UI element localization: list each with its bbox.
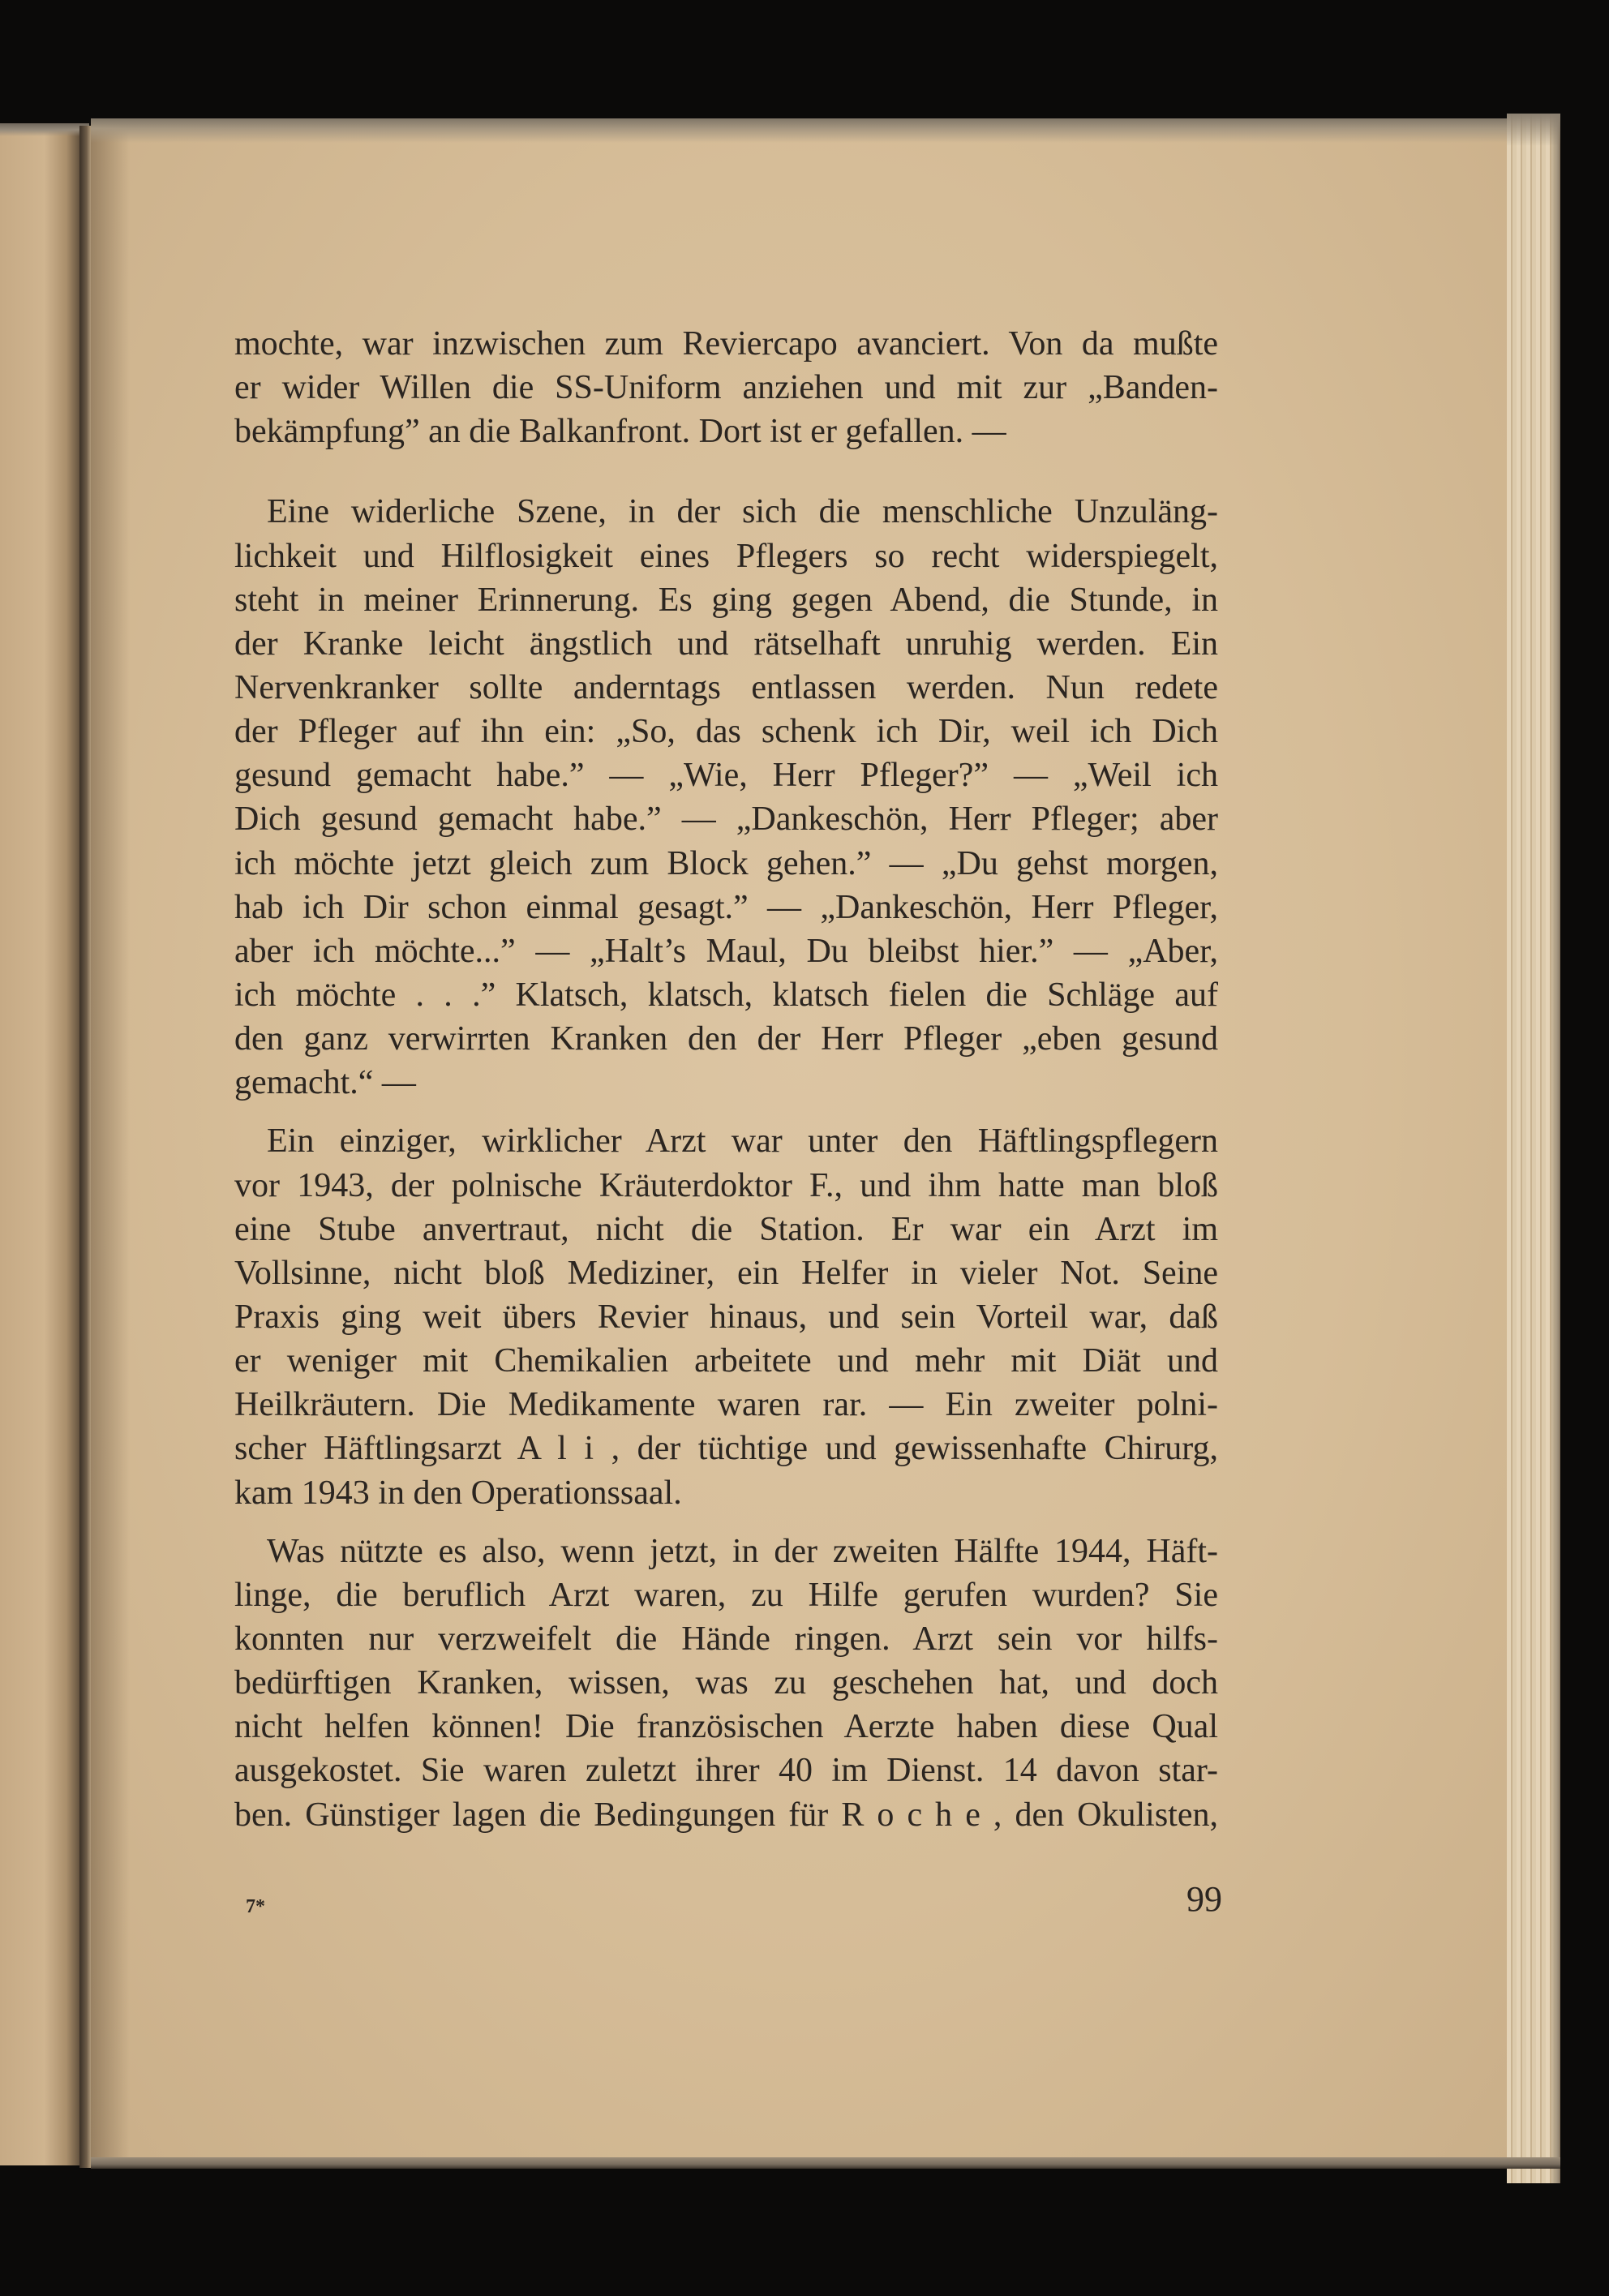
- text-line: Was nützte es also, wenn jetzt, in der zweiten Hälfte 1944, Häft-: [267, 1532, 1218, 1570]
- page-top-edge: [91, 118, 1510, 143]
- facing-page-edge: [0, 128, 81, 2165]
- text-line: mochte, war inzwischen zum Reviercapo avanciert. Von da mußte: [234, 325, 1218, 363]
- page-number: 99: [1186, 1879, 1222, 1919]
- text-line: konnten nur verzweifelt die Hände ringen. Arzt sein vor hilfs-: [234, 1620, 1218, 1658]
- text-line: kam 1943 in den Operationssaal.: [234, 1474, 682, 1512]
- text-line: linge, die beruflich Arzt waren, zu Hilfe gerufen wurden? Sie: [234, 1576, 1218, 1614]
- text-line: der Kranke leicht ängstlich und rätselhaft unruhig werden. Ein: [234, 624, 1218, 663]
- text-line: Ein einziger, wirklicher Arzt war unter den Häftlingspflegern: [267, 1122, 1218, 1161]
- page-text: [234, 322, 1218, 1837]
- text-line: scher Häftlingsarzt A l i , der tüchtige und gewissenhafte Chirurg,: [234, 1430, 1218, 1468]
- paragraph: [234, 490, 1218, 1105]
- signature-mark: 7*: [246, 1896, 265, 1917]
- text-line: gesund gemacht habe.” — „Wie, Herr Pfleger?” — „Weil ich: [234, 757, 1218, 795]
- text-line: ich möchte . . .” Klatsch, klatsch, klatsch fielen die Schläge auf: [234, 976, 1218, 1014]
- text-line: vor 1943, der polnische Kräuterdoktor F., und ihm hatte man bloß: [234, 1166, 1218, 1204]
- text-line: ich möchte jetzt gleich zum Block gehen.” — „Du gehst morgen,: [234, 844, 1218, 882]
- text-line: der Pfleger auf ihn ein: „So, das schenk ich Dir, weil ich Dich: [234, 713, 1218, 751]
- text-line: bekämpfung” an die Balkanfront. Dort ist er gefallen. —: [234, 413, 1006, 451]
- page-stack-corner: [1507, 114, 1560, 146]
- text-line: ben. Günstiger lagen die Bedingungen für R o c h e , den Okulisten,: [234, 1796, 1218, 1834]
- page-bottom-edge: [91, 2157, 1560, 2169]
- text-line: Vollsinne, nicht bloß Mediziner, ein Helfer in vieler Not. Seine: [234, 1254, 1218, 1292]
- page-stack-edge: [1507, 114, 1560, 2183]
- text-line: steht in meiner Erinnerung. Es ging gegen Abend, die Stunde, in: [234, 581, 1218, 619]
- text-line: er wider Willen die SS-Uniform anziehen und mit zur „Banden-: [234, 369, 1218, 407]
- paragraph: [234, 1119, 1218, 1514]
- text-line: hab ich Dir schon einmal gesagt.” — „Dankeschön, Herr Pfleger,: [234, 888, 1218, 926]
- text-line: Heilkräutern. Die Medikamente waren rar. — Ein zweiter polni-: [234, 1386, 1218, 1424]
- text-line: Dich gesund gemacht habe.” — „Dankeschön, Herr Pfleger; aber: [234, 800, 1218, 839]
- paragraph: [234, 322, 1218, 453]
- text-line: Praxis ging weit übers Revier hinaus, und sein Vorteil war, daß: [234, 1298, 1218, 1336]
- text-line: er weniger mit Chemikalien arbeitete und mehr mit Diät und: [234, 1342, 1218, 1380]
- text-line: lichkeit und Hilflosigkeit eines Pflegers so recht widerspiegelt,: [234, 537, 1218, 575]
- text-line: aber ich möchte...” — „Halt’s Maul, Du bleibst hier.” — „Aber,: [234, 932, 1218, 970]
- paragraph: [234, 1530, 1218, 1837]
- text-line: ausgekostet. Sie waren zuletzt ihrer 40 im Dienst. 14 davon star-: [234, 1752, 1218, 1790]
- text-line: Nervenkranker sollte anderntags entlassen werden. Nun redete: [234, 668, 1218, 706]
- text-line: Eine widerliche Szene, in der sich die menschliche Unzuläng-: [267, 493, 1218, 531]
- facing-page-top-edge: [0, 123, 89, 136]
- text-line: den ganz verwirrten Kranken den der Herr Pfleger „eben gesund: [234, 1020, 1218, 1058]
- text-line: gemacht.“ —: [234, 1064, 416, 1102]
- text-line: eine Stube anvertraut, nicht die Station. Er war ein Arzt im: [234, 1210, 1218, 1248]
- text-line: bedürftigen Kranken, wissen, was zu geschehen hat, und doch: [234, 1664, 1218, 1702]
- text-line: nicht helfen können! Die französischen Aerzte haben diese Qual: [234, 1708, 1218, 1746]
